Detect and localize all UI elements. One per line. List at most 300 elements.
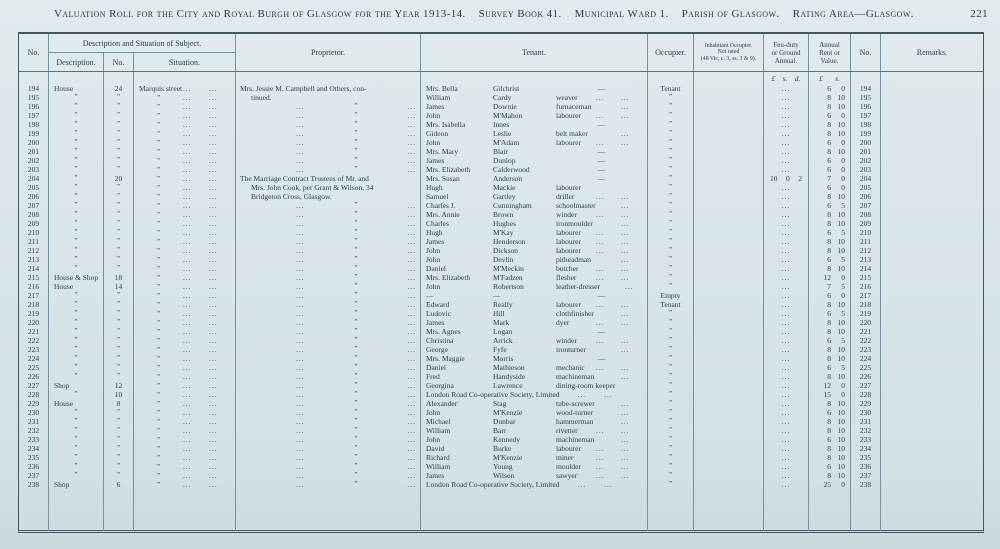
- ellipsis: ...: [621, 318, 630, 327]
- ellipsis: ...: [407, 102, 416, 111]
- description-text: House: [54, 282, 74, 291]
- cell-annual-rent: [809, 300, 851, 309]
- cell-situation: [134, 219, 236, 228]
- cell-entry-no-right: 236: [851, 462, 881, 471]
- rent-shillings: 10: [837, 471, 845, 480]
- cell-entry-no: 216: [19, 282, 49, 291]
- tenant-full-name: London Road Co-operative Society, Limited ... ...: [426, 480, 613, 489]
- cell-remarks: [881, 282, 983, 291]
- ditto-mark: ”: [354, 273, 358, 281]
- ellipsis: ...: [209, 282, 218, 291]
- ellipsis: ...: [781, 192, 791, 201]
- table-row: [19, 309, 983, 318]
- cell-situation: [134, 246, 236, 255]
- situation-text: [134, 309, 183, 318]
- header-no-right: No.: [851, 34, 881, 71]
- cell-entry-no-right: 204: [851, 174, 881, 183]
- tenant-surname: Hill: [493, 309, 505, 318]
- ditto-mark: ”: [116, 354, 121, 362]
- cell-remarks: [881, 120, 983, 129]
- cell-occupier: [648, 111, 694, 120]
- tenant-surname: M'Adam: [493, 138, 520, 147]
- ditto-mark: ”: [354, 462, 358, 470]
- cell-feu-duty: [764, 264, 809, 273]
- ellipsis: ...: [183, 111, 192, 120]
- situation-text: [134, 327, 183, 336]
- table-row: [19, 462, 983, 471]
- cell-situation: [134, 255, 236, 264]
- cell-tenant: [421, 318, 648, 327]
- cell-description: [49, 183, 104, 192]
- ditto-mark: ”: [156, 157, 161, 165]
- ditto-mark: ”: [668, 183, 673, 191]
- situation-text: [134, 111, 183, 120]
- rent-shillings: 5: [841, 255, 845, 264]
- cell-feu-duty: [764, 138, 809, 147]
- ellipsis: ...: [296, 462, 305, 471]
- tenant-occupation: machineman: [556, 372, 595, 381]
- ellipsis: ...: [209, 381, 218, 390]
- table-row: [19, 336, 983, 345]
- rent-shillings: 10: [837, 93, 845, 102]
- ellipsis: ...: [183, 183, 192, 192]
- situation-text: [134, 291, 183, 300]
- ellipsis: ...: [209, 111, 218, 120]
- ellipsis: ...: [407, 408, 416, 417]
- ellipsis: ...: [209, 84, 218, 93]
- cell-situation: [134, 327, 236, 336]
- ditto-mark: ”: [668, 264, 673, 272]
- dot-slot: [596, 336, 621, 345]
- cell-description: [49, 246, 104, 255]
- cell-occupier: [648, 237, 694, 246]
- cell-tenant: [421, 84, 648, 93]
- rent-shillings: 0: [841, 84, 845, 93]
- cell-proprietor: [236, 327, 421, 336]
- rent-shillings: 10: [837, 345, 845, 354]
- cell-occupier: [648, 435, 694, 444]
- ditto-mark: ”: [156, 274, 161, 282]
- cell-inhabitant-occupier: [694, 363, 764, 372]
- feu-duty-value: 2: [798, 174, 802, 183]
- cell-annual-rent: [809, 228, 851, 237]
- cell-annual-rent: [809, 120, 851, 129]
- cell-proprietor: [236, 246, 421, 255]
- ellipsis: ...: [407, 165, 416, 174]
- tenant-occupation: miner: [556, 453, 574, 462]
- cell-entry-no: 231: [19, 417, 49, 426]
- ellipsis: ...: [183, 363, 192, 372]
- tenant-surname: —: [493, 291, 501, 300]
- tenant-occupation: winder: [556, 336, 577, 345]
- cell-occupier: [648, 255, 694, 264]
- ellipsis: ...: [209, 102, 218, 111]
- cell-entry-no-right: 198: [851, 120, 881, 129]
- ellipsis: ...: [596, 453, 605, 462]
- cell-description: [49, 192, 104, 201]
- cell-remarks: [881, 192, 983, 201]
- cell-feu-duty: [764, 165, 809, 174]
- cell-entry-no: 230: [19, 408, 49, 417]
- cell-occupier: [648, 345, 694, 354]
- cell-description: [49, 93, 104, 102]
- cell-annual-rent: [809, 372, 851, 381]
- cell-street-no: [104, 318, 134, 327]
- ellipsis: ...: [209, 192, 218, 201]
- ellipsis: ...: [183, 156, 192, 165]
- cell-entry-no: 229: [19, 399, 49, 408]
- ellipsis: ...: [577, 480, 587, 489]
- ellipsis: ...: [407, 300, 416, 309]
- cell-street-no: [104, 93, 134, 102]
- cell-proprietor: [236, 264, 421, 273]
- ditto-mark: ”: [74, 156, 78, 164]
- ellipsis: ...: [209, 408, 218, 417]
- ditto-mark: ”: [116, 327, 121, 335]
- cell-feu-duty: [764, 444, 809, 453]
- rent-pounds: 6: [827, 309, 831, 318]
- table-row: [19, 228, 983, 237]
- cell-entry-no: 199: [19, 129, 49, 138]
- cell-situation: [134, 435, 236, 444]
- parish-label: Parish of Glasgow.: [681, 8, 780, 20]
- table-row: [19, 318, 983, 327]
- table-row: [19, 255, 983, 264]
- cell-description: [49, 255, 104, 264]
- table-row: [19, 264, 983, 273]
- ditto-mark: ”: [156, 229, 161, 237]
- cell-tenant: [421, 201, 648, 210]
- cell-feu-duty: [764, 192, 809, 201]
- cell-tenant: [421, 417, 648, 426]
- rent-shillings: 0: [841, 291, 845, 300]
- rent-shillings: 0: [841, 138, 845, 147]
- cell-entry-no-right: 222: [851, 336, 881, 345]
- rent-shillings: 0: [841, 111, 845, 120]
- cell-inhabitant-occupier: [694, 174, 764, 183]
- cell-street-no: [104, 300, 134, 309]
- cell-inhabitant-occupier: [694, 237, 764, 246]
- cell-proprietor: [236, 336, 421, 345]
- ditto-mark: ”: [74, 264, 78, 272]
- cell-feu-duty: [764, 282, 809, 291]
- cell-proprietor: [236, 381, 421, 390]
- ellipsis: ...: [209, 147, 218, 156]
- table-row: [19, 300, 983, 309]
- tenant-surname: Leslie: [493, 129, 512, 138]
- rent-pounds: 6: [827, 183, 831, 192]
- cell-remarks: [881, 183, 983, 192]
- ditto-mark: ”: [156, 121, 161, 129]
- rent-pounds: 8: [827, 471, 831, 480]
- rent-shillings: 0: [841, 381, 845, 390]
- cell-annual-rent: [809, 84, 851, 93]
- tenant-first-name: William: [426, 426, 451, 435]
- cell-feu-duty: [764, 399, 809, 408]
- cell-inhabitant-occupier: [694, 93, 764, 102]
- cell-entry-no-right: 215: [851, 273, 881, 282]
- cell-inhabitant-occupier: [694, 354, 764, 363]
- ellipsis: ...: [407, 336, 416, 345]
- cell-occupier: [648, 300, 694, 309]
- ditto-mark: ”: [668, 147, 673, 155]
- ditto-mark: ”: [116, 129, 121, 137]
- header-inhabitant-occupier: Inhabitant Occupier. Not rated (48 Vic, c. 3, ss. 3 & 9).: [694, 34, 764, 71]
- rent-pounds: 8: [827, 300, 831, 309]
- ditto-mark: ”: [354, 228, 358, 236]
- cell-annual-rent: [809, 282, 851, 291]
- cell-occupier: [648, 84, 694, 93]
- cell-street-no: [104, 174, 134, 183]
- situation-text: [134, 138, 183, 147]
- rent-shillings: 10: [837, 426, 845, 435]
- rent-pounds: 7: [827, 282, 831, 291]
- ellipsis: ...: [209, 93, 218, 102]
- tenant-surname: Stag: [493, 399, 507, 408]
- tenant-first-name: Mrs. Mary: [426, 147, 459, 156]
- header-subject-group-title: Description and Situation of Subject.: [49, 34, 235, 53]
- dot-slot: [596, 210, 621, 219]
- no-occupation-dash: —: [597, 84, 606, 93]
- ditto-mark: ”: [116, 426, 121, 434]
- situation-text: [134, 435, 183, 444]
- ellipsis: ...: [407, 399, 416, 408]
- cell-street-no: [104, 255, 134, 264]
- ellipsis: ...: [296, 210, 305, 219]
- cell-description: [49, 111, 104, 120]
- ellipsis: ...: [183, 309, 192, 318]
- ellipsis: ...: [604, 390, 613, 399]
- ellipsis: ...: [621, 309, 630, 318]
- cell-inhabitant-occupier: [694, 282, 764, 291]
- rent-pounds: 8: [827, 399, 831, 408]
- cell-proprietor: [236, 255, 421, 264]
- cell-description: [49, 417, 104, 426]
- table-row: [19, 399, 983, 408]
- ditto-mark: ”: [354, 138, 358, 146]
- ditto-mark: ”: [156, 355, 161, 363]
- ellipsis: ...: [621, 300, 630, 309]
- ellipsis: ...: [596, 300, 605, 309]
- cell-entry-no-right: 226: [851, 372, 881, 381]
- ellipsis: ...: [781, 147, 791, 156]
- tenant-occupation: ironturner: [556, 345, 586, 354]
- ellipsis: ...: [183, 462, 192, 471]
- table-row: [19, 282, 983, 291]
- ellipsis: ...: [407, 480, 416, 489]
- cell-entry-no: 211: [19, 237, 49, 246]
- cell-entry-no-right: 211: [851, 237, 881, 246]
- ellipsis: ...: [407, 471, 416, 480]
- cell-remarks: [881, 462, 983, 471]
- tenant-first-name: John: [426, 282, 441, 291]
- cell-entry-no-right: 212: [851, 246, 881, 255]
- cell-situation: [134, 273, 236, 282]
- cell-annual-rent: [809, 453, 851, 462]
- cell-description: [49, 120, 104, 129]
- cell-entry-no: 196: [19, 102, 49, 111]
- situation-text: [134, 399, 183, 408]
- cell-street-no: [104, 336, 134, 345]
- tenant-first-name: Mrs. Elizabeth: [426, 165, 471, 174]
- cell-inhabitant-occupier: [694, 345, 764, 354]
- tenant-first-name: James: [426, 471, 445, 480]
- ditto-mark: ”: [156, 148, 161, 156]
- ditto-mark: ”: [668, 354, 673, 362]
- table-row: [19, 120, 983, 129]
- cell-tenant: [421, 327, 648, 336]
- cell-annual-rent: [809, 201, 851, 210]
- cell-entry-no-right: 227: [851, 381, 881, 390]
- tenant-surname: Dunbar: [493, 417, 516, 426]
- ellipsis: ...: [183, 165, 192, 174]
- ditto-mark: ”: [668, 129, 673, 137]
- ditto-mark: ”: [354, 291, 358, 299]
- page-title: Valuation Roll for the City and Royal Burgh of Glasgow for the Year 1913-14.: [54, 8, 466, 20]
- cell-situation: [134, 138, 236, 147]
- cell-occupier: [648, 318, 694, 327]
- tenant-occupation: tube-screwer: [556, 399, 595, 408]
- ditto-mark: ”: [116, 336, 121, 344]
- feu-duty-value: 10: [770, 174, 778, 183]
- tenant-surname: Mathieson: [493, 363, 525, 372]
- ellipsis: ...: [407, 156, 416, 165]
- cell-entry-no-right: 208: [851, 210, 881, 219]
- cell-situation: [134, 336, 236, 345]
- dot-slot: [621, 201, 647, 210]
- cell-occupier: [648, 282, 694, 291]
- ditto-mark: ”: [156, 346, 161, 354]
- tenant-occupation: butcher: [556, 264, 579, 273]
- ditto-mark: ”: [116, 291, 121, 299]
- ditto-mark: ”: [668, 363, 673, 371]
- cell-street-no: [104, 129, 134, 138]
- dot-slot: [621, 93, 647, 102]
- cell-proprietor: [236, 300, 421, 309]
- cell-situation: [134, 237, 236, 246]
- cell-occupier: [648, 444, 694, 453]
- situation-text: [134, 219, 183, 228]
- cell-description: [49, 228, 104, 237]
- cell-description: [49, 273, 104, 282]
- ellipsis: ...: [781, 318, 791, 327]
- tenant-first-name: Edward: [426, 300, 450, 309]
- dot-slot: [621, 210, 647, 219]
- tenant-occupation: schoolmaster: [556, 201, 596, 210]
- ditto-mark: ”: [116, 444, 121, 452]
- cell-tenant: [421, 345, 648, 354]
- cell-tenant: [421, 354, 648, 363]
- ditto-mark: ”: [156, 193, 161, 201]
- ellipsis: ...: [407, 246, 416, 255]
- tenant-surname: Barr: [493, 426, 507, 435]
- cell-tenant: [421, 390, 648, 399]
- situation-text: [134, 174, 183, 183]
- cell-annual-rent: [809, 156, 851, 165]
- ellipsis: ...: [621, 246, 630, 255]
- ditto-mark: ”: [668, 219, 673, 227]
- ditto-mark: ”: [116, 408, 121, 416]
- cell-entry-no: 222: [19, 336, 49, 345]
- ditto-mark: ”: [156, 337, 161, 345]
- ellipsis: ...: [621, 228, 630, 237]
- cell-remarks: [881, 453, 983, 462]
- ellipsis: ...: [407, 363, 416, 372]
- cell-annual-rent: [809, 399, 851, 408]
- table-row: [19, 471, 983, 480]
- ditto-mark: ”: [354, 165, 358, 173]
- cell-tenant: [421, 399, 648, 408]
- ellipsis: ...: [296, 354, 305, 363]
- ellipsis: ...: [407, 282, 416, 291]
- cell-description: [49, 480, 104, 489]
- ellipsis: ...: [596, 246, 605, 255]
- ditto-mark: ”: [668, 93, 673, 101]
- ellipsis: ...: [407, 417, 416, 426]
- cell-description: [49, 336, 104, 345]
- dot-slot: [621, 138, 647, 147]
- cell-description: [49, 399, 104, 408]
- cell-proprietor: [236, 273, 421, 282]
- ditto-mark: ”: [668, 156, 673, 164]
- cell-feu-duty: [764, 183, 809, 192]
- ditto-mark: ”: [156, 418, 161, 426]
- cell-entry-no-right: 234: [851, 444, 881, 453]
- cell-entry-no: 217: [19, 291, 49, 300]
- cell-street-no: [104, 237, 134, 246]
- cell-entry-no: 224: [19, 354, 49, 363]
- dot-slot: [596, 318, 621, 327]
- ellipsis: ...: [407, 444, 416, 453]
- feu-duty-value: 0: [786, 174, 790, 183]
- ellipsis: ...: [183, 264, 192, 273]
- rent-pounds: 8: [827, 147, 831, 156]
- rent-pounds: 8: [827, 210, 831, 219]
- cell-inhabitant-occupier: [694, 471, 764, 480]
- ellipsis: ...: [621, 237, 630, 246]
- tenant-occupation: driller: [556, 192, 575, 201]
- cell-entry-no-right: 233: [851, 435, 881, 444]
- ellipsis: ...: [621, 435, 630, 444]
- cell-entry-no-right: 201: [851, 147, 881, 156]
- tenant-first-name: John: [426, 138, 441, 147]
- ditto-mark: ”: [74, 453, 78, 461]
- cell-occupier: [648, 120, 694, 129]
- ditto-mark: ”: [116, 156, 121, 164]
- cell-tenant: [421, 291, 648, 300]
- ellipsis: ...: [183, 300, 192, 309]
- cell-proprietor: [236, 102, 421, 111]
- ditto-mark: ”: [116, 462, 121, 470]
- cell-entry-no: 221: [19, 327, 49, 336]
- cell-street-no: [104, 273, 134, 282]
- cell-annual-rent: [809, 111, 851, 120]
- ellipsis: ...: [296, 237, 305, 246]
- ellipsis: ...: [296, 111, 305, 120]
- table-row: [19, 147, 983, 156]
- ellipsis: ...: [296, 417, 305, 426]
- ditto-mark: ”: [74, 309, 78, 317]
- cell-proprietor: [236, 453, 421, 462]
- tenant-first-name: Charles: [426, 219, 449, 228]
- ellipsis: ...: [781, 138, 791, 147]
- ellipsis: ...: [407, 390, 416, 399]
- situation-text: [134, 273, 183, 282]
- ellipsis: ...: [781, 399, 791, 408]
- ellipsis: ...: [407, 453, 416, 462]
- tenant-surname: Really: [493, 300, 513, 309]
- cell-proprietor: [236, 408, 421, 417]
